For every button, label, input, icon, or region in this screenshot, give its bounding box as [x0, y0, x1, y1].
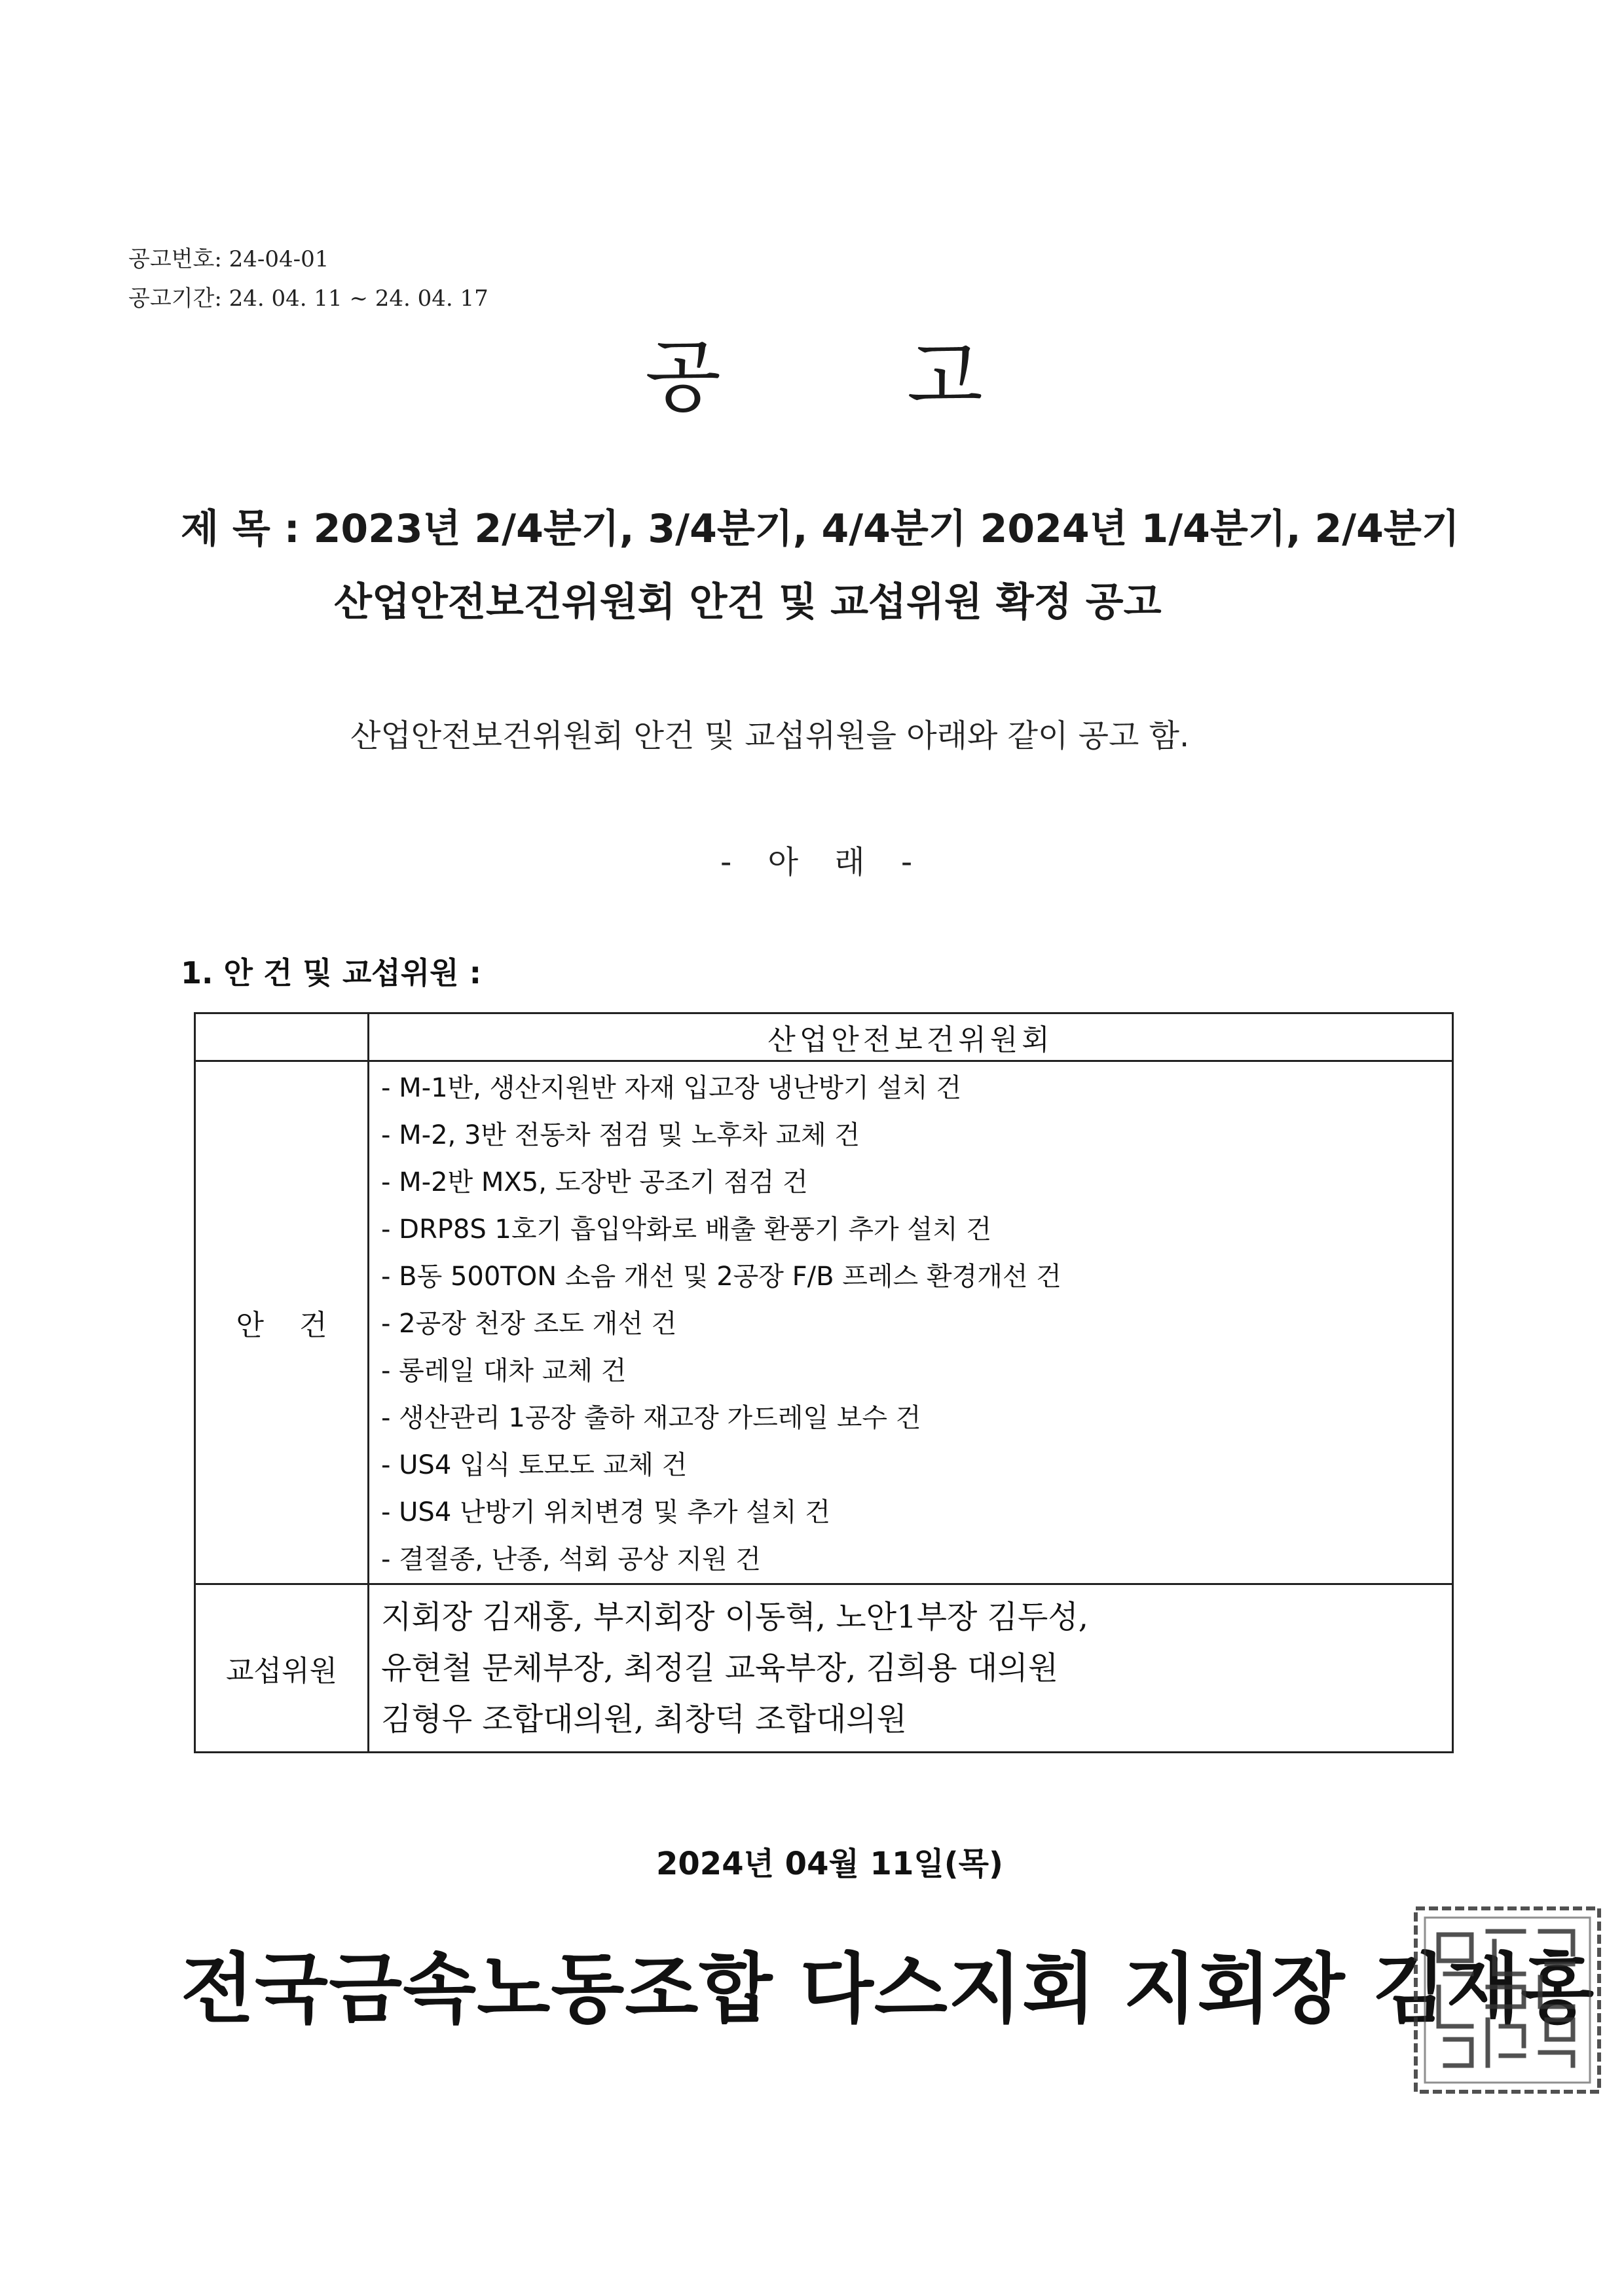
section-heading: 1. 안 건 및 교섭위원 :	[181, 955, 482, 991]
intro-text: 산업안전보건위원회 안건 및 교섭위원을 아래와 같이 공고 함.	[350, 718, 1190, 754]
agenda-item: - DRP8S 1호기 흡입악화로 배출 환풍기 추가 설치 건	[381, 1214, 992, 1245]
members-line: 지회장 김재홍, 부지회장 이동혁, 노안1부장 김두성,	[381, 1599, 1088, 1635]
agenda-table	[194, 1012, 1454, 1753]
agenda-item: - M-2, 3반 전동차 점검 및 노후차 교체 건	[381, 1120, 860, 1150]
agenda-item: - 생산관리 1공장 출하 재고장 가드레일 보수 건	[381, 1403, 921, 1433]
date-line: 2024년 04월 11일(목)	[656, 1846, 1003, 1882]
agenda-row	[195, 1061, 1453, 1584]
notice-number: 공고번호: 24-04-01	[128, 246, 329, 272]
table-corner-cell	[195, 1013, 369, 1061]
agenda-item: - M-1반, 생산지원반 자재 입고장 냉난방기 설치 건	[381, 1073, 962, 1103]
below-label: - 아 래 -	[720, 844, 913, 881]
agenda-item: - B동 500TON 소음 개선 및 2공장 F/B 프레스 환경개선 건	[381, 1262, 1061, 1292]
agenda-item: - US4 난방기 위치변경 및 추가 설치 건	[381, 1497, 830, 1527]
agenda-item: - US4 입식 토모도 교체 건	[381, 1450, 688, 1480]
page-title-char-2: 고	[907, 332, 983, 423]
agenda-label: 안 건	[195, 1061, 369, 1584]
agenda-item: - 2공장 천장 조도 개선 건	[381, 1309, 677, 1339]
members-row	[195, 1584, 1453, 1753]
notice-period: 공고기간: 24. 04. 11 ~ 24. 04. 17	[128, 285, 489, 312]
subject-line-1: 제 목 : 2023년 2/4분기, 3/4분기, 4/4분기 2024년 1/4분기, 2/4분기	[181, 506, 1460, 552]
official-seal-stamp	[1409, 1902, 1606, 2098]
table-header-row	[195, 1013, 1453, 1061]
members-label: 교섭위원	[195, 1584, 369, 1753]
members-line: 김형우 조합대의원, 최창덕 조합대의원	[381, 1701, 907, 1738]
agenda-items	[369, 1061, 1453, 1584]
members-list	[369, 1584, 1453, 1753]
members-line: 유현철 문체부장, 최정길 교육부장, 김희용 대의원	[381, 1650, 1059, 1686]
page-title-char-1: 공	[645, 332, 721, 423]
agenda-item: - 결절종, 난종, 석회 공상 지원 건	[381, 1544, 761, 1575]
subject-line-2: 산업안전보건위원회 안건 및 교섭위원 확정 공고	[334, 579, 1162, 625]
agenda-item: - 롱레일 대차 교체 건	[381, 1356, 627, 1386]
agenda-item: - M-2반 MX5, 도장반 공조기 점검 건	[381, 1167, 808, 1197]
table-header: 산업안전보건위원회	[369, 1013, 1453, 1061]
signature-line: 전국금속노동조합 다스지회 지회장 김재홍	[181, 1945, 1595, 2033]
